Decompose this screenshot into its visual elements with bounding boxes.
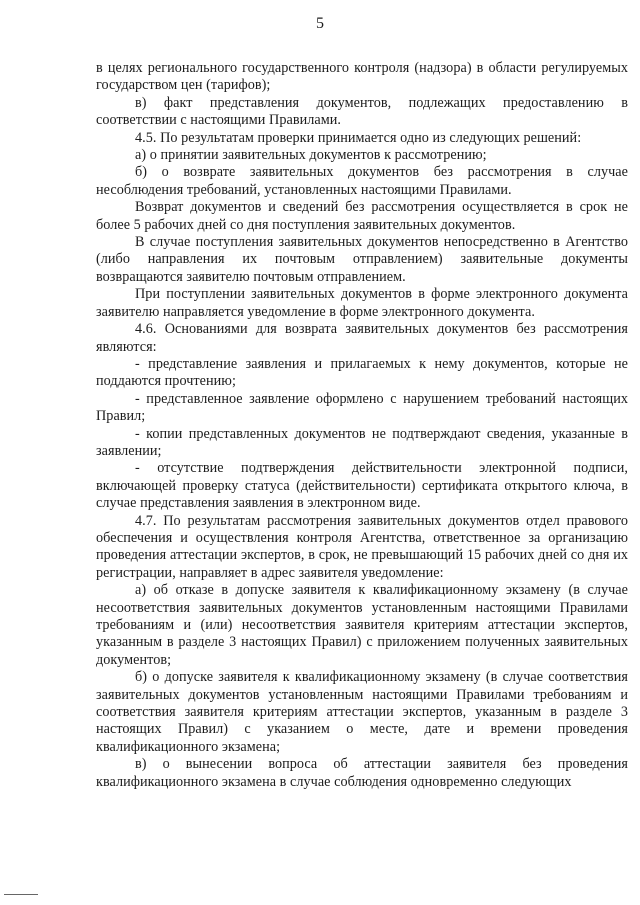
paragraph-4-6-item-4: - отсутствие подтверждения действительности электронной подписи, включающей проверку статуса (действительности) сертификата открытого ключа, в случае представления заявления в электронном виде. [96, 460, 628, 512]
paragraph-electronic-notice: При поступлении заявительных документов в форме электронного документа заявителю направляется уведомление в форме электронного документа. [96, 286, 628, 320]
paragraph-4-5: 4.5. По результатам проверки принимается одно из следующих решений: [135, 129, 582, 146]
paragraph-4-7-b: б) о допуске заявителя к квалификационному экзамену (в случае соответствия заявительных документов установленным настоящими Правилами требованиям и соответствия заявителя критериям аттестации экспертов, указанным в разделе 3 настоящих Правил) с указанием о месте, дате и времени проведения квалификационного экзамена; [96, 669, 628, 755]
paragraph-4-7: 4.7. По результатам рассмотрения заявительных документов отдел правового обеспечения и осуществления контроля Агентства, ответственное за организацию проведения аттестации экспертов, в срок, не превышающий 15 рабочих дней со дня их регистрации, направляет в адрес заявителя уведомление: [96, 512, 628, 581]
document-body [96, 60, 628, 791]
scan-edge-mark [4, 894, 38, 895]
paragraph-4-6-item-1: - представление заявления и прилагаемых к нему документов, которые не поддаются прочтению; [96, 355, 628, 390]
paragraph-4-5-a: а) о принятии заявительных документов к рассмотрению; [135, 147, 487, 164]
paragraph-return-by-mail: В случае поступления заявительных документов непосредственно в Агентство (либо направления их почтовым отправлением) заявительные документы возвращаются заявителю почтовым отправлением. [96, 234, 628, 285]
paragraph-4-6: 4.6. Основаниями для возврата заявительных документов без рассмотрения являются: [96, 321, 628, 355]
page-number: 5 [316, 15, 324, 32]
paragraph-4-6-item-3: - копии представленных документов не подтверждают сведения, указанные в заявлении; [96, 425, 628, 459]
paragraph-4-6-item-2: - представленное заявление оформлено с нарушением требований настоящих Правил; [96, 390, 628, 425]
paragraph-return-deadline: Возврат документов и сведений без рассмотрения осуществляется в срок не более 5 рабочих дней со дня поступления заявительных документов. [96, 199, 628, 233]
paragraph-4-7-a: а) об отказе в допуске заявителя к квалификационному экзамену (в случае несоответствия заявительных документов установленным настоящими Правилами требованиям и (или) несоответствия заявителя критериям аттестации экспертов, указанным в разделе 3 настоящих Правил) с приложением полученных заявительных документов; [96, 582, 628, 668]
paragraph-item-v-fact: в) факт представления документов, подлежащих предоставлению в соответствии с настоящими Правилами. [96, 94, 628, 129]
paragraph-4-7-v: в) о вынесении вопроса об аттестации заявителя без проведения квалификационного экзамена в случае соблюдения одновременно следующих [96, 756, 628, 790]
paragraph-continuation: в целях регионального государственного контроля (надзора) в области регулируемых государством цен (тарифов); [96, 60, 628, 94]
paragraph-4-5-b: б) о возврате заявительных документов без рассмотрения в случае несоблюдения требований, установленных настоящими Правилами. [96, 164, 628, 198]
